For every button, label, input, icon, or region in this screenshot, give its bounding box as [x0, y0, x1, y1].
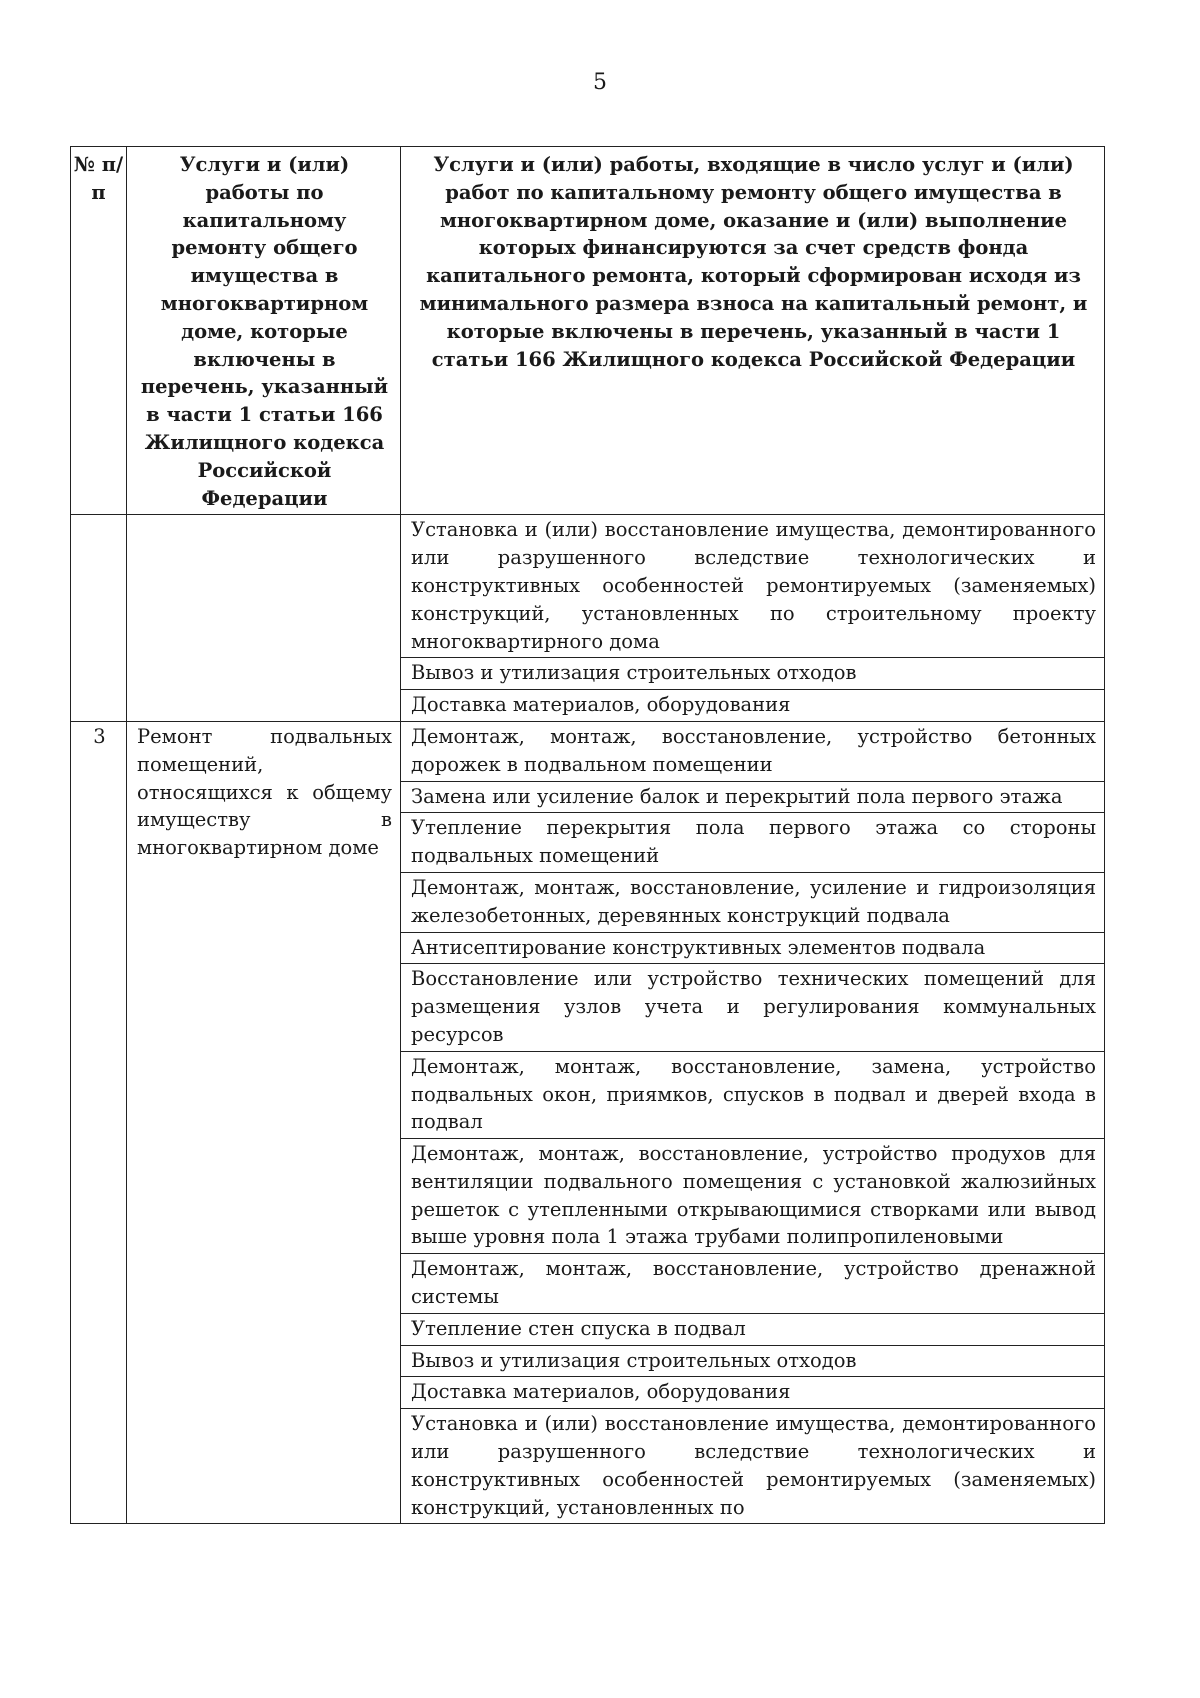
work-item: Доставка материалов, оборудования	[401, 690, 1105, 722]
work-item: Антисептирование конструктивных элементов подвала	[401, 932, 1105, 964]
continued-number-cell	[71, 515, 127, 722]
work-item: Демонтаж, монтаж, восстановление, устройство продухов для вентиляции подвального помещения с установкой жалюзийных решеток с утепленными открывающимися створками или вывод выше уровня пола 1 этажа трубами полипропиленовыми	[401, 1139, 1105, 1254]
section-number: 3	[71, 721, 127, 1524]
work-item: Вывоз и утилизация строительных отходов	[401, 658, 1105, 690]
work-item: Демонтаж, монтаж, восстановление, замена, устройство подвальных окон, приямков, спусков в подвал и дверей входа в подвал	[401, 1051, 1105, 1138]
section-service: Ремонт подвальных помещений, относящихся к общему имуществу в многоквартирном доме	[127, 721, 401, 1524]
work-item: Вывоз и утилизация строительных отходов	[401, 1345, 1105, 1377]
table-row	[71, 515, 1105, 658]
page-number: 5	[593, 70, 607, 95]
work-item: Установка и (или) восстановление имущества, демонтированного или разрушенного вследствие технологических и конструктивных особенностей ремонтируемых (заменяемых) конструкций, установленных по	[401, 1409, 1105, 1524]
table-row	[71, 721, 1105, 781]
continued-service-cell	[127, 515, 401, 722]
work-item: Утепление стен спуска в подвал	[401, 1313, 1105, 1345]
capital-repair-works-table	[70, 146, 1105, 1524]
work-item: Восстановление или устройство технических помещений для размещения узлов учета и регулирования коммунальных ресурсов	[401, 964, 1105, 1051]
work-item: Доставка материалов, оборудования	[401, 1377, 1105, 1409]
work-item: Утепление перекрытия пола первого этажа со стороны подвальных помещений	[401, 813, 1105, 873]
work-item: Демонтаж, монтаж, восстановление, устройство бетонных дорожек в подвальном помещении	[401, 721, 1105, 781]
header-service: Услуги и (или) работы по капитальному ремонту общего имущества в многоквартирном доме, которые включены в перечень, указанный в части 1 статьи 166 Жилищного кодекса Российской Федерации	[127, 147, 401, 515]
header-works: Услуги и (или) работы, входящие в число услуг и (или) работ по капитальному ремонту общего имущества в многоквартирном доме, оказание и (или) выполнение которых финансируются за счет средств фонда капитального ремонта, который сформирован исходя из минимального размера взноса на капитальный ремонт, и которые включены в перечень, указанный в части 1 статьи 166 Жилищного кодекса Российской Федерации	[401, 147, 1105, 515]
table-header-row	[71, 147, 1105, 515]
work-item: Демонтаж, монтаж, восстановление, устройство дренажной системы	[401, 1254, 1105, 1314]
work-item: Замена или усиление балок и перекрытий пола первого этажа	[401, 781, 1105, 813]
work-item: Демонтаж, монтаж, восстановление, усиление и гидроизоляция железобетонных, деревянных конструкций подвала	[401, 872, 1105, 932]
work-item: Установка и (или) восстановление имущества, демонтированного или разрушенного вследствие технологических и конструктивных особенностей ремонтируемых (заменяемых) конструкций, установленных по строительному проекту многоквартирного дома	[401, 515, 1105, 658]
header-number: № п/п	[71, 147, 127, 515]
